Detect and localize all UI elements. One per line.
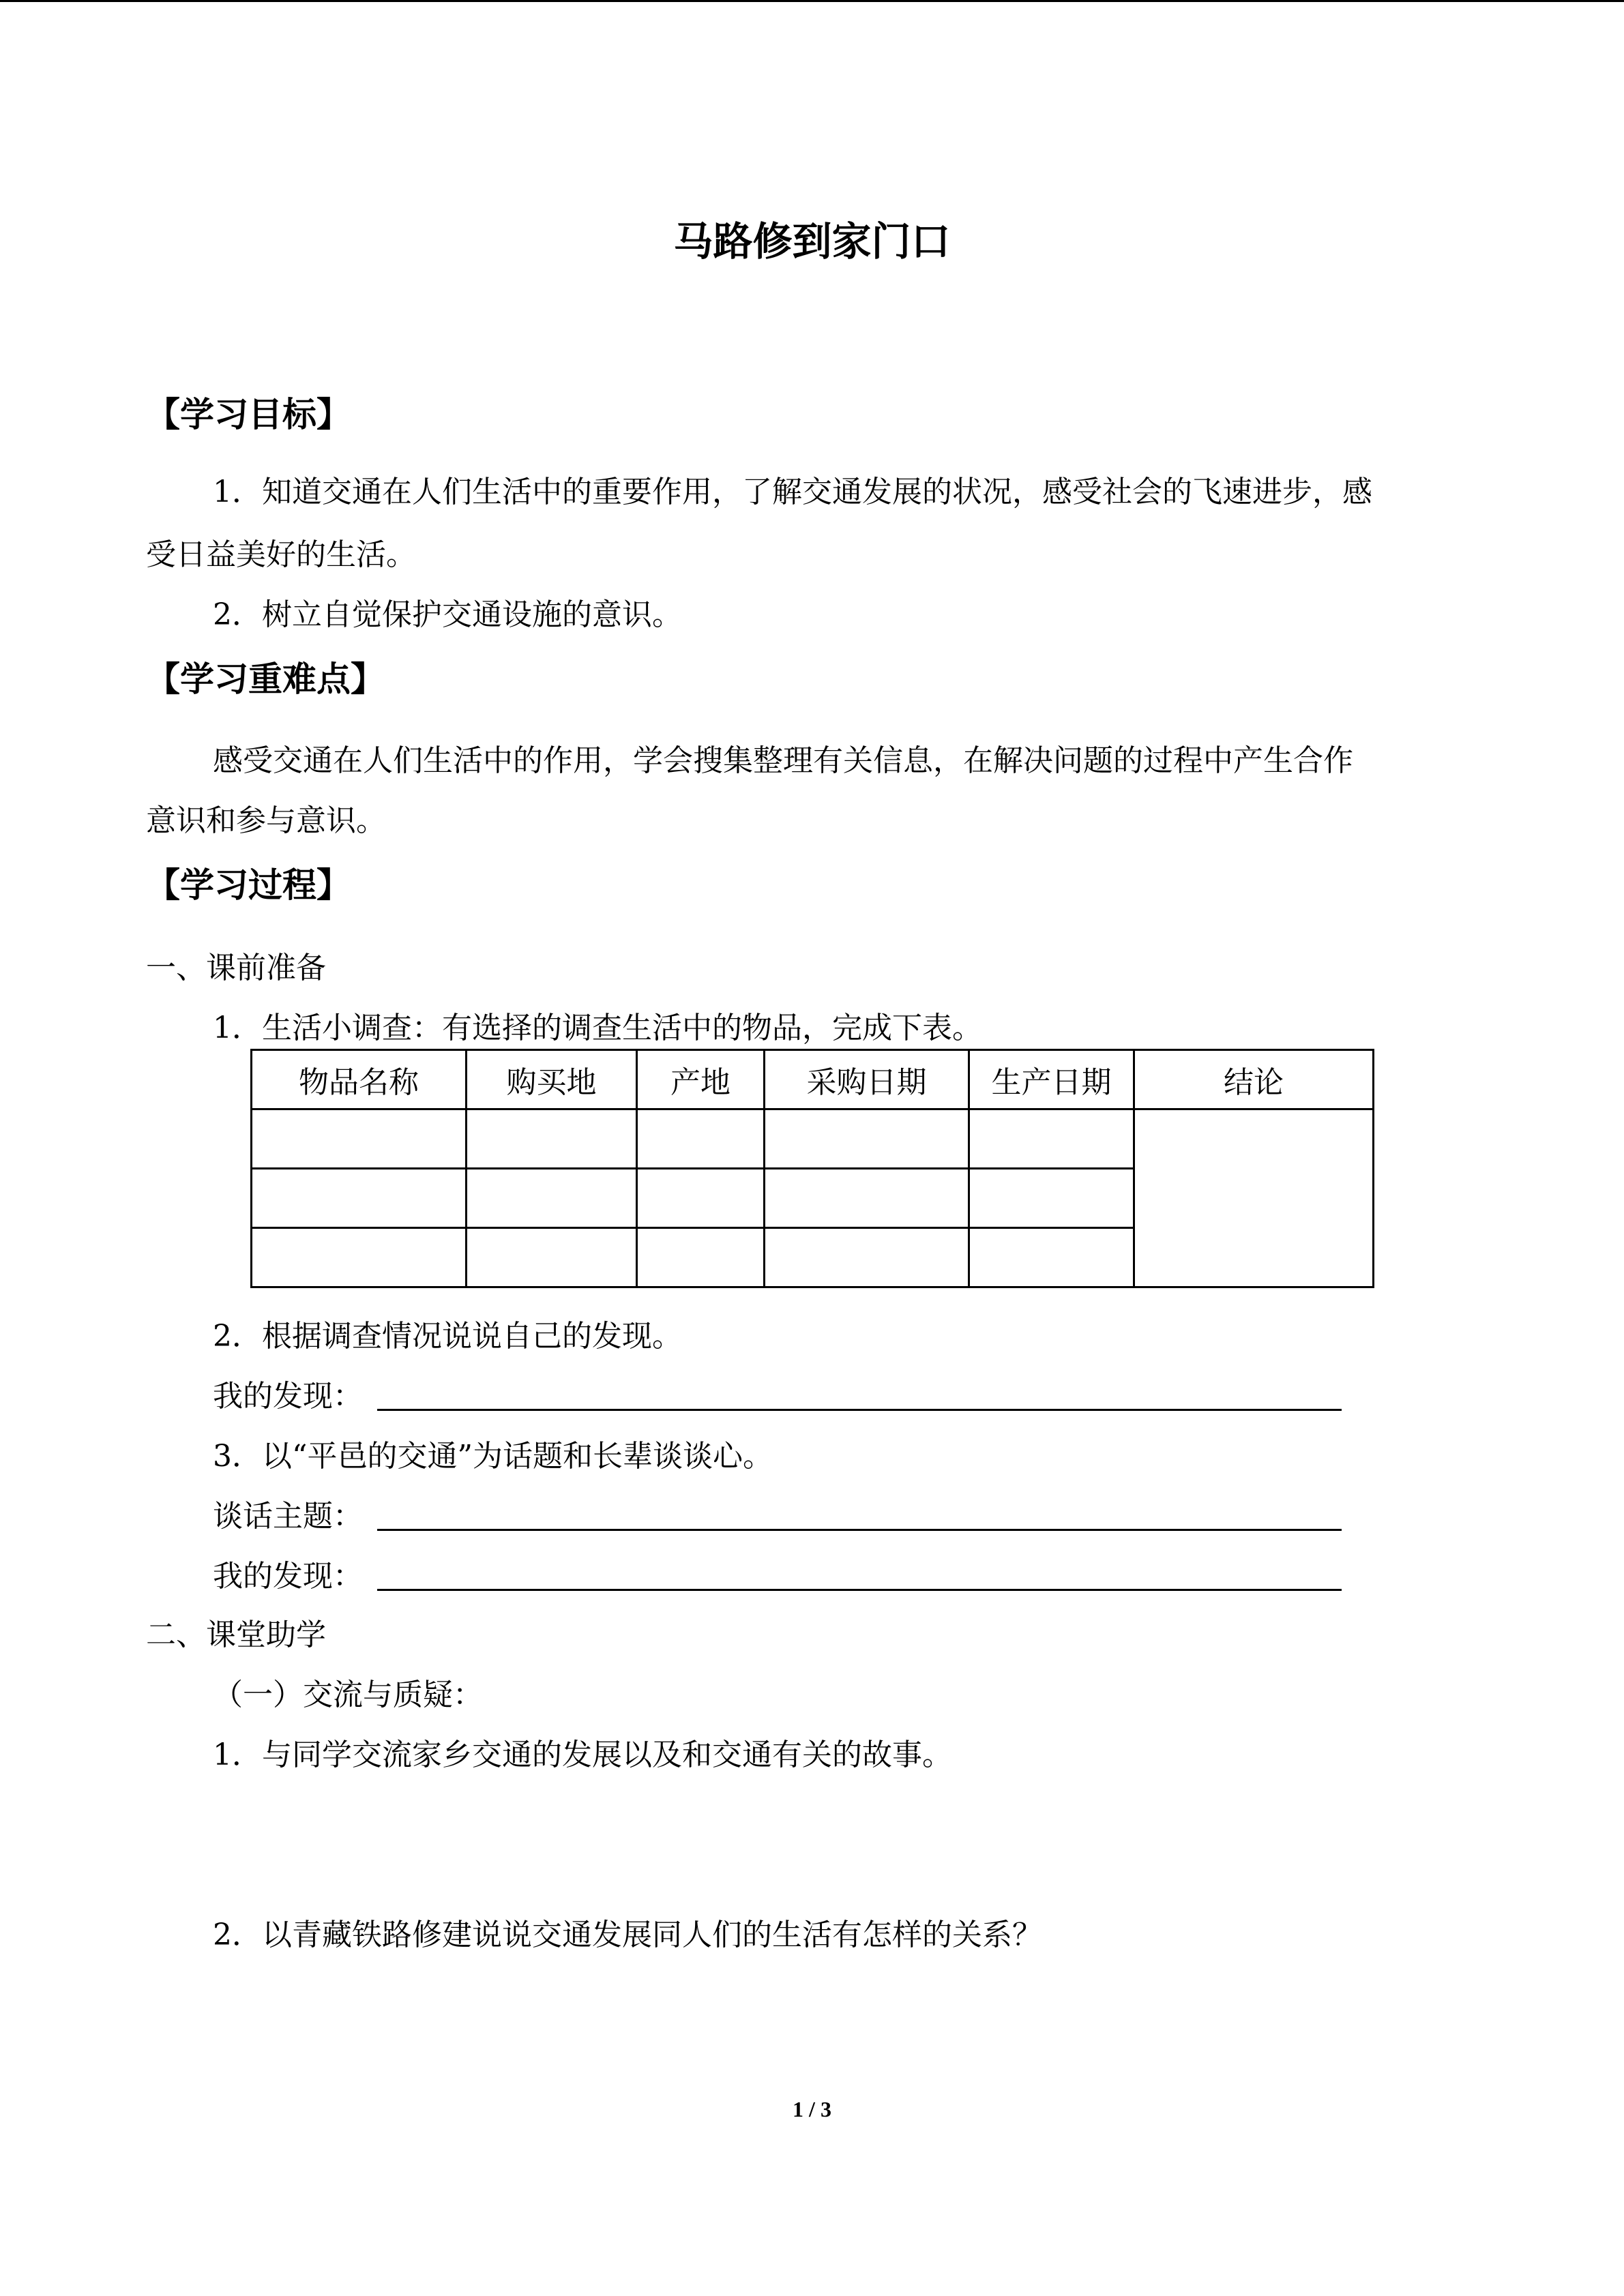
- column-header-item-name: 物品名称: [252, 1050, 467, 1109]
- conclusion-cell[interactable]: [1134, 1109, 1374, 1287]
- survey-table: [250, 1049, 1374, 1288]
- part2-question-2: 2．以青藏铁路修建说说交通发展同人们的生活有怎样的关系？: [213, 1918, 1042, 1952]
- table-header-row: [252, 1050, 1374, 1109]
- table-row: [252, 1109, 1374, 1169]
- table-cell[interactable]: [765, 1109, 969, 1169]
- q3-answer-label: 我的发现：: [213, 1559, 363, 1594]
- part1-question-3: 3．以“平邑的交通”为话题和长辈谈谈心。: [213, 1439, 773, 1474]
- objectives-heading: 【学习目标】: [146, 395, 351, 434]
- key-points-line-1: 感受交通在人们生活中的作用，学会搜集整理有关信息，在解决问题的过程中产生合作: [213, 743, 1353, 778]
- objective-1-line-1: 1．知道交通在人们生活中的重要作用，了解交通发展的状况，感受社会的飞速进步，感: [213, 475, 1372, 509]
- table-cell[interactable]: [252, 1169, 467, 1228]
- table-cell[interactable]: [969, 1169, 1134, 1228]
- objective-2: 2．树立自觉保护交通设施的意识。: [213, 597, 682, 632]
- key-points-line-2: 意识和参与意识。: [146, 803, 386, 838]
- table-cell[interactable]: [765, 1169, 969, 1228]
- page-number: 1 / 3: [793, 2097, 831, 2121]
- table-cell[interactable]: [637, 1169, 765, 1228]
- table-cell[interactable]: [637, 1109, 765, 1169]
- table-cell[interactable]: [252, 1228, 467, 1287]
- table-cell[interactable]: [467, 1169, 637, 1228]
- table-cell[interactable]: [969, 1109, 1134, 1169]
- table-cell[interactable]: [637, 1228, 765, 1287]
- part1-question-1: 1．生活小调查：有选择的调查生活中的物品，完成下表。: [213, 1011, 982, 1045]
- table-cell[interactable]: [765, 1228, 969, 1287]
- table-cell[interactable]: [252, 1109, 467, 1169]
- page-title: 马路修到家门口: [673, 218, 951, 265]
- q2-answer-blank[interactable]: [377, 1409, 1342, 1411]
- table-cell[interactable]: [969, 1228, 1134, 1287]
- q2-answer-label: 我的发现：: [213, 1379, 363, 1414]
- column-header-production-date: 生产日期: [969, 1050, 1134, 1109]
- part1-heading: 一、课前准备: [146, 951, 326, 985]
- column-header-origin: 产地: [637, 1050, 765, 1109]
- page-top-border: [0, 0, 1624, 2]
- part2-heading: 二、课堂助学: [146, 1617, 326, 1652]
- objective-1-line-2: 受日益美好的生活。: [146, 537, 416, 572]
- part2-question-1: 1．与同学交流家乡交通的发展以及和交通有关的故事。: [213, 1738, 952, 1772]
- table-cell[interactable]: [467, 1109, 637, 1169]
- part2-subheading: （一）交流与质疑：: [213, 1678, 483, 1712]
- key-points-heading: 【学习重难点】: [146, 659, 385, 699]
- process-heading: 【学习过程】: [146, 865, 351, 905]
- column-header-purchase-date: 采购日期: [765, 1050, 969, 1109]
- column-header-purchase-place: 购买地: [467, 1050, 637, 1109]
- part1-question-2: 2．根据调查情况说说自己的发现。: [213, 1319, 682, 1354]
- q3-answer-blank[interactable]: [377, 1589, 1342, 1591]
- q3-topic-label: 谈话主题：: [213, 1499, 363, 1534]
- table-cell[interactable]: [467, 1228, 637, 1287]
- column-header-conclusion: 结论: [1134, 1050, 1374, 1109]
- q3-topic-blank[interactable]: [377, 1529, 1342, 1531]
